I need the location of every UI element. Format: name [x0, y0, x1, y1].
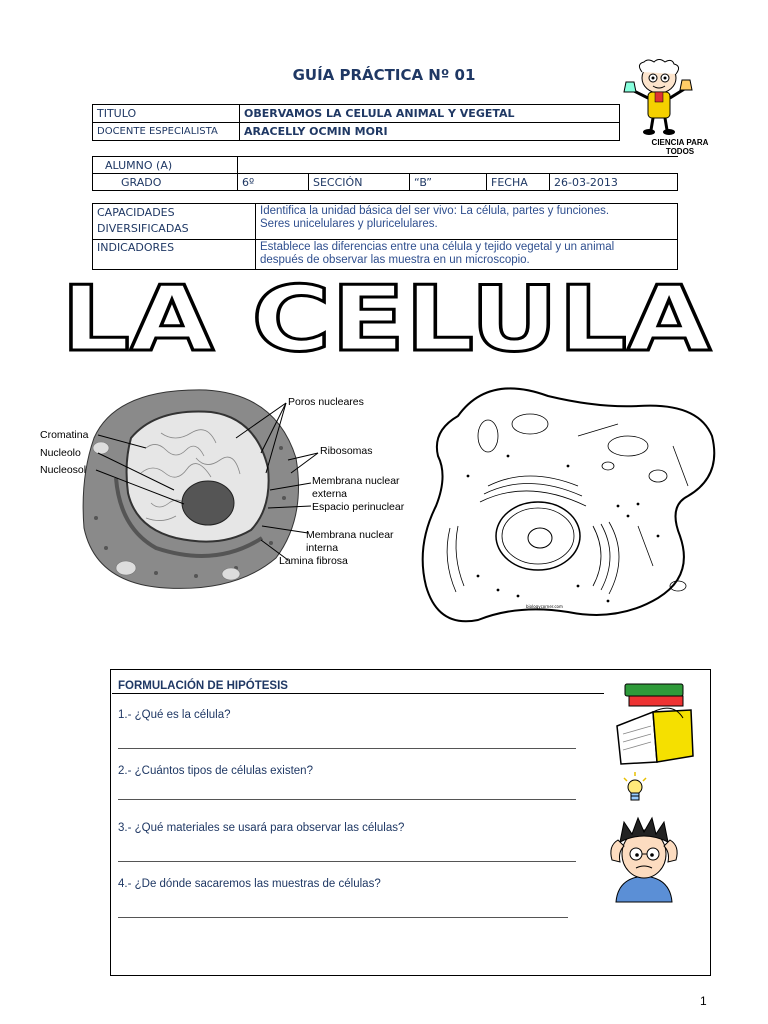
indicadores-text-line1: Establece las diferencias entre una célula y tejido vegetal y un animal [260, 241, 615, 253]
info-value-titulo: OBERVAMOS LA CELULA ANIMAL Y VEGETAL [240, 105, 620, 123]
lightbulb-icon [622, 772, 648, 806]
thinking-person-icon [604, 816, 684, 904]
mascot-caption-line1: CIENCIA PARA [651, 138, 709, 147]
label-nucleolo: Nucleolo [40, 447, 81, 459]
capacidades-text [256, 204, 678, 240]
question-4: 4.- ¿De dónde sacaremos las muestras de células? [118, 878, 381, 890]
seccion-label: SECCIÓN [309, 174, 410, 191]
info-row-titulo [93, 105, 620, 123]
label-membrana-int-2: interna [306, 542, 339, 554]
label-membrana-int-1: Membrana nuclear [306, 529, 394, 541]
indicadores-text [256, 240, 678, 270]
capacidades-label-line2: DIVERSIFICADAS [97, 222, 189, 235]
big-title: LA CELULA [61, 278, 712, 358]
info-label-titulo: TITULO [93, 105, 240, 123]
fecha-value: 26-03-2013 [550, 174, 678, 191]
capacities-table [92, 203, 678, 270]
student-row-grado [93, 174, 678, 191]
alumno-value-field[interactable] [238, 157, 678, 174]
alumno-label: ALUMNO (A) [93, 157, 238, 174]
animal-cell-diagram [418, 376, 724, 630]
grado-value: 6º [238, 174, 309, 191]
page-title: GUÍA PRÁCTICA Nº 01 [292, 66, 476, 84]
hypothesis-heading: FORMULACIÓN DE HIPÓTESIS [118, 680, 288, 692]
cell-diagram-credit: biologycorner.com [526, 604, 563, 609]
info-label-docente: DOCENTE ESPECIALISTA [93, 123, 240, 141]
label-membrana-ext-1: Membrana nuclear [312, 475, 400, 487]
label-membrana-ext-2: externa [312, 488, 348, 500]
student-row-alumno [93, 157, 678, 174]
question-2: 2.- ¿Cuántos tipos de células existen? [118, 765, 313, 777]
question-1: 1.- ¿Qué es la célula? [118, 709, 231, 721]
label-cromatina: Cromatina [40, 429, 89, 441]
answer-line-4[interactable] [118, 917, 568, 918]
label-lamina: Lamina fibrosa [279, 555, 348, 567]
info-value-docente: ARACELLY OCMIN MORI [240, 123, 620, 141]
big-title-svg [56, 278, 716, 358]
capacidades-label [93, 204, 256, 240]
answer-line-1[interactable] [118, 748, 576, 749]
info-table [92, 104, 620, 141]
label-nucleosol: Nucleosol [40, 464, 87, 476]
answer-line-2[interactable] [118, 799, 576, 800]
hypothesis-heading-rule [112, 693, 604, 694]
label-poros: Poros nucleares [288, 396, 364, 408]
mascot-caption-line2: TODOS [665, 147, 695, 156]
student-table [92, 156, 678, 191]
capacidades-label-line1: CAPACIDADES [97, 206, 175, 219]
scientist-mascot-icon [622, 58, 696, 136]
label-ribosomas: Ribosomas [320, 445, 373, 457]
indicadores-text-line2: después de observar las muestra en un microscopio. [260, 254, 530, 266]
books-icon [613, 682, 699, 768]
nucleus-diagram [36, 378, 426, 596]
info-row-docente [93, 123, 620, 141]
page-number: 1 [700, 994, 707, 1008]
indicadores-label: INDICADORES [93, 240, 256, 270]
fecha-label: FECHA [487, 174, 550, 191]
indicadores-row [93, 240, 678, 270]
capacidades-row [93, 204, 678, 240]
mascot-caption [634, 138, 726, 156]
question-3: 3.- ¿Qué materiales se usará para observar las células? [118, 822, 405, 834]
answer-line-3[interactable] [118, 861, 576, 862]
grado-label: GRADO [93, 174, 238, 191]
capacidades-text-line2: Seres unicelulares y pluricelulares. [260, 218, 438, 230]
label-espacio: Espacio perinuclear [312, 501, 405, 513]
seccion-value: “B” [410, 174, 487, 191]
capacidades-text-line1: Identifica la unidad básica del ser vivo: La célula, partes y funciones. [260, 205, 610, 217]
